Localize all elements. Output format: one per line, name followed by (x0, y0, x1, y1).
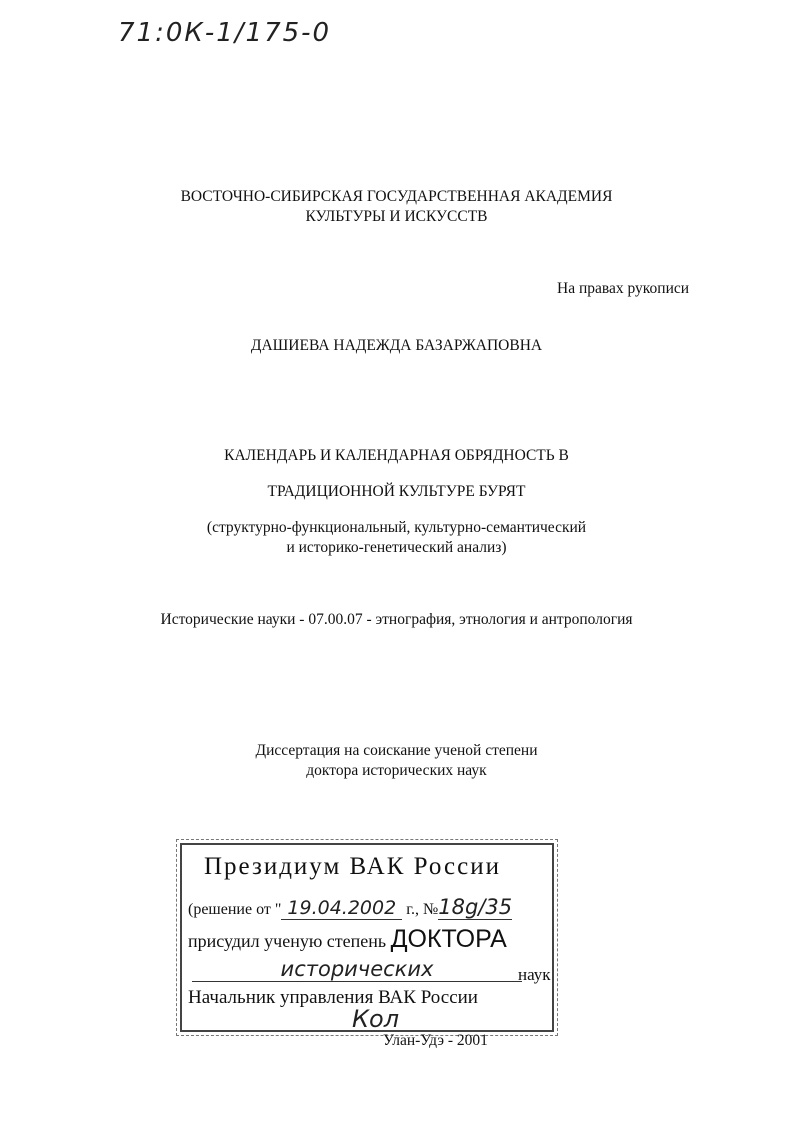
degree-line-1: Диссертация на соискание ученой степени (255, 742, 538, 759)
archive-code-handwritten: 71:0К-1/175-0 (118, 18, 332, 48)
stamp-degree-word: ДОКТОРА (390, 925, 507, 953)
vak-stamp (180, 843, 554, 1032)
stamp-decision-mid: г., № (406, 901, 439, 918)
institution-line-1: ВОСТОЧНО-СИБИРСКАЯ ГОСУДАРСТВЕННАЯ АКАДЕМИЯ (180, 188, 613, 205)
manuscript-note: На правах рукописи (557, 280, 690, 297)
stamp-decision-date: 19.04.2002 (281, 897, 402, 920)
specialty: Исторические науки - 07.00.07 - этнография, этнология и антропология (160, 611, 633, 628)
stamp-decision-number: 18g/35 (438, 895, 513, 919)
subtitle-line-1: (структурно-функциональный, культурно-семантический (206, 519, 587, 536)
author-name: ДАШИЕВА НАДЕЖДА БАЗАРЖАПОВНА (250, 337, 543, 354)
stamp-signatory: Начальник управления ВАК России (188, 987, 478, 1008)
degree-line-2: доктора исторических наук (306, 762, 487, 779)
stamp-field-suffix: наук (518, 965, 551, 984)
stamp-awarded: присудил ученую степень (188, 931, 387, 951)
subtitle-line-2: и историко-генетический анализ) (286, 539, 507, 556)
title-line-2: ТРАДИЦИОННОЙ КУЛЬТУРЕ БУРЯТ (267, 483, 526, 500)
stamp-signature: Кол (352, 1005, 400, 1033)
place-year: Улан-Удэ - 2001 (383, 1032, 488, 1049)
stamp-header: Президиум ВАК России (204, 853, 501, 880)
title-line-1: КАЛЕНДАРЬ И КАЛЕНДАРНАЯ ОБРЯДНОСТЬ В (224, 447, 569, 464)
institution-line-2: КУЛЬТУРЫ И ИСКУССТВ (305, 208, 488, 225)
stamp-decision-prefix: (решение от " (188, 901, 282, 918)
stamp-field-handwritten: исторических (280, 957, 434, 981)
